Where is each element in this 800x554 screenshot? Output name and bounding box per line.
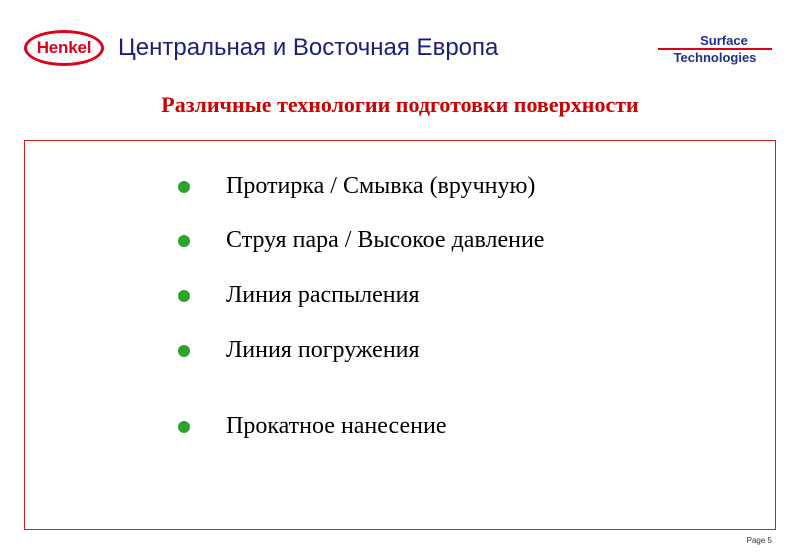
bullet-item [178, 282, 419, 309]
surface-logo-line2: Technologies [673, 50, 757, 65]
bullet-dot-icon [178, 345, 190, 357]
bullet-item [178, 337, 420, 364]
slide-subtitle: Различные технологии подготовки поверхности [161, 92, 639, 117]
surface-logo-line1: Surface [700, 33, 748, 48]
header-title: Центральная и Восточная Европа [118, 34, 499, 61]
bullet-dot-icon [178, 235, 190, 247]
bullet-item [178, 413, 446, 440]
bullet-dot-icon [178, 181, 190, 193]
page-number: Page 5 [746, 536, 772, 545]
bullet-item [178, 227, 544, 254]
bullet-text: Прокатное нанесение [226, 413, 447, 439]
bullet-text: Линия распыления [226, 282, 420, 308]
surface-technologies-logo [654, 34, 776, 66]
bullet-text: Протирка / Смывка (вручную) [226, 173, 536, 199]
bullet-text: Струя пара / Высокое давление [226, 227, 545, 253]
bullet-text: Линия погружения [226, 337, 420, 363]
bullet-dot-icon [178, 421, 190, 433]
henkel-logo-text: Henkel [36, 38, 92, 57]
bullet-dot-icon [178, 290, 190, 302]
henkel-logo [24, 30, 104, 66]
bullet-item [178, 173, 535, 200]
